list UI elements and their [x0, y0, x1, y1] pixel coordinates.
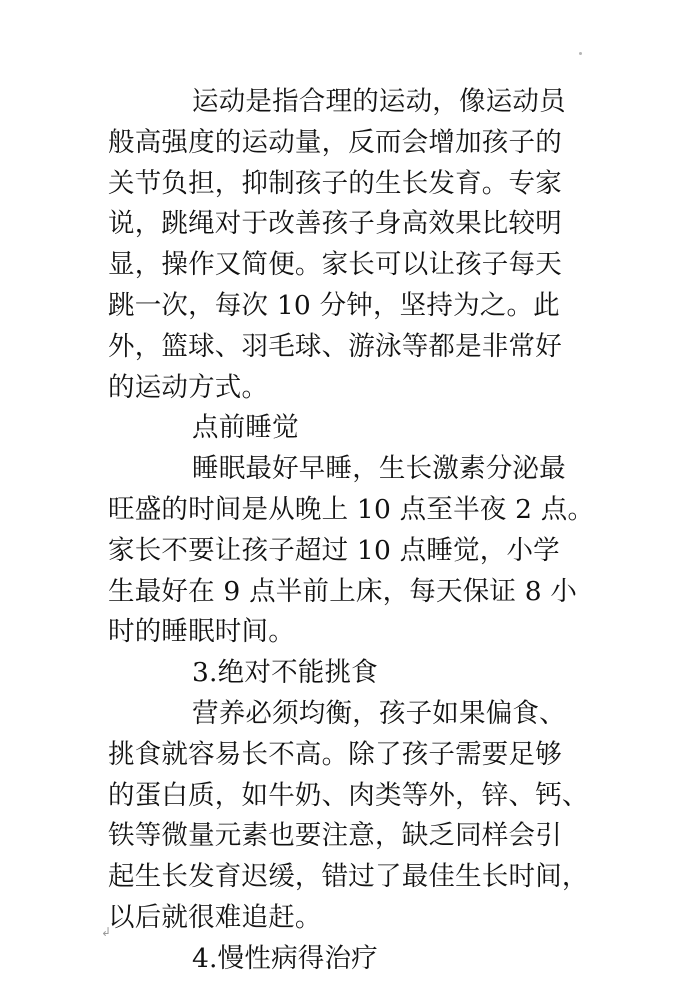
paragraph-line: 营养必须均衡，孩子如果偏食、 [192, 697, 566, 729]
paragraph-line: 挑食就容易长不高。除了孩子需要足够 [108, 738, 562, 770]
paragraph-line: 旺盛的时间是从晚上 10 点至半夜 2 点。 [108, 493, 595, 525]
paragraph-mark-icon: ↲ [101, 925, 112, 939]
section-heading: 点前睡觉 [192, 412, 299, 444]
paragraph-line: 睡眠最好早睡，生长激素分泌最 [192, 453, 566, 485]
paragraph-line: 般高强度的运动量，反而会增加孩子的 [108, 126, 562, 158]
paragraph-line: 外，篮球、羽毛球、游泳等都是非常好 [108, 330, 562, 362]
paragraph-line: 的蛋白质，如牛奶、肉类等外，锌、钙、 [108, 779, 589, 811]
document-body [108, 82, 598, 980]
paragraph-line: 家长不要让孩子超过 10 点睡觉，小学 [108, 534, 560, 566]
paragraph-line: 铁等微量元素也要注意，缺乏同样会引 [108, 820, 562, 852]
paragraph-line: 的运动方式。 [108, 371, 269, 403]
paragraph-line: 显，操作又简便。家长可以让孩子每天 [108, 249, 562, 281]
paragraph-line: 运动是指合理的运动，像运动员 [192, 86, 566, 117]
paragraph-line: 起生长发育迟缓，错过了最佳生长时间， [108, 861, 589, 893]
section-heading: 3.绝对不能挑食 [192, 657, 378, 689]
corner-mark-dot [579, 52, 582, 55]
paragraph-line: 跳一次，每次 10 分钟，坚持为之。此 [108, 289, 560, 321]
section-heading: 4.慢性病得治疗 [192, 942, 378, 974]
paragraph-line: 关节负担，抑制孩子的生长发育。专家 [108, 167, 562, 199]
paragraph-line: 时的睡眠时间。 [108, 616, 295, 648]
paragraph-line: 以后就很难追赶。 [108, 901, 322, 933]
paragraph-line: 生最好在 9 点半前上床，每天保证 8 小 [108, 575, 578, 607]
paragraph-line: 说，跳绳对于改善孩子身高效果比较明 [108, 208, 562, 240]
